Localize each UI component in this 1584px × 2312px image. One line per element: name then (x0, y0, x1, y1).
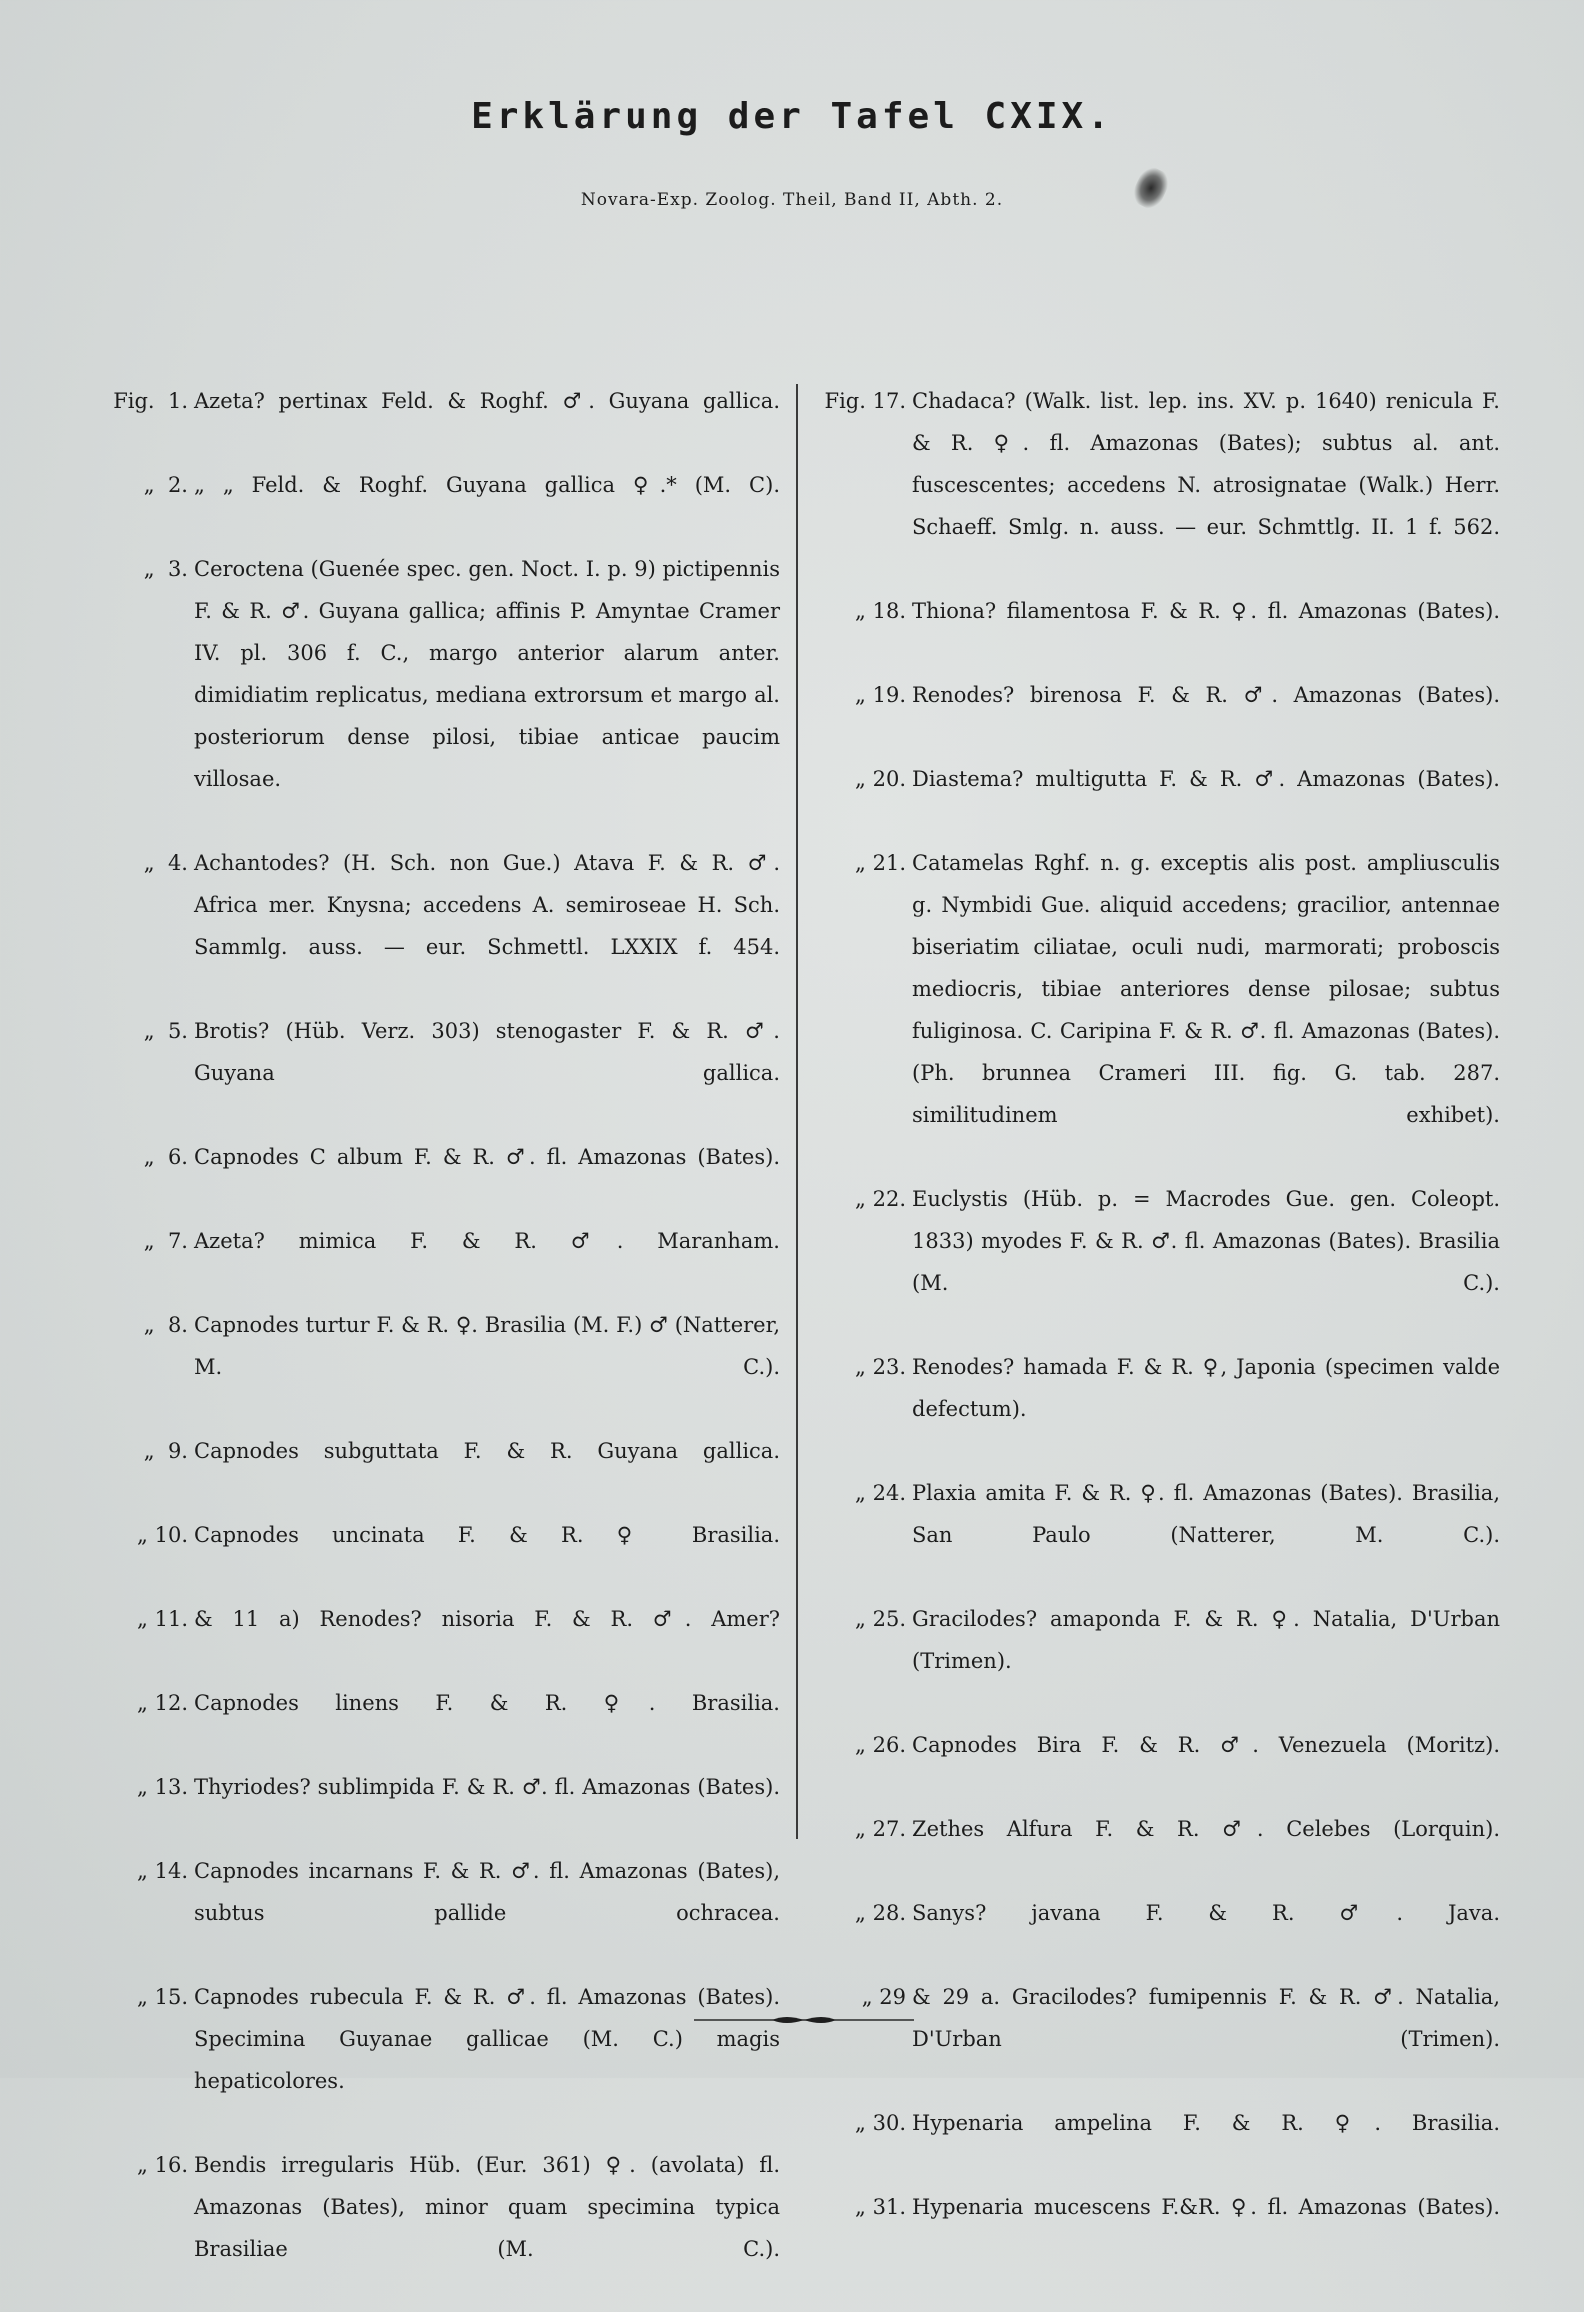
figure-entry (90, 380, 780, 464)
page-subtitle: Novara-Exp. Zoolog. Theil, Band II, Abth. 2. (580, 190, 1004, 210)
figure-entry (810, 2186, 1500, 2270)
figure-entry (90, 1430, 780, 1514)
figure-number: „ 12. (137, 1691, 188, 1715)
figure-number: „ 31. (855, 2195, 906, 2219)
figure-description: Sanys? javana F. & R. ♂. Java. (912, 1901, 1500, 1925)
figure-entry (90, 842, 780, 1010)
figure-entry (810, 758, 1500, 842)
figure-description: Catamelas Rghf. n. g. exceptis alis post. ampliusculis g. Nymbidi Gue. aliquid accedens; gracilior, antennae biseriatim ciliatae, oculi nudi, marmorati; proboscis mediocris, tibiae anteriores dense pilosae; subtus fuliginosa. C. Caripina F. & R. ♂. fl. Amazonas (Bates). (Ph. brunnea Crameri III. fig. G. tab. 287. similitudinem exhibet). (912, 851, 1500, 1127)
figure-description: Diastema? multigutta F. & R. ♂. Amazonas (Bates). (912, 767, 1500, 791)
end-ornament (694, 2013, 914, 2027)
figure-number: „ 9. (143, 1439, 188, 1463)
figure-description: Capnodes Bira F. & R. ♂. Venezuela (Moritz). (912, 1733, 1500, 1757)
figure-entry (90, 1010, 780, 1136)
figure-number: „ 16. (137, 2153, 188, 2177)
figure-description: Capnodes uncinata F. & R. ♀ Brasilia. (194, 1523, 780, 1547)
figure-entry (90, 464, 780, 548)
figure-entry (810, 1976, 1500, 2102)
figure-description: Azeta? mimica F. & R. ♂. Maranham. (194, 1229, 780, 1253)
figure-number: „ 25. (855, 1607, 906, 1631)
figure-entry (90, 1220, 780, 1304)
figure-number: „ 18. (855, 599, 906, 623)
figure-number: „ 13. (137, 1775, 188, 1799)
figure-entry (810, 1346, 1500, 1472)
figure-entry (810, 1598, 1500, 1724)
figure-number: „ 20. (855, 767, 906, 791)
figure-description: Hypenaria ampelina F. & R. ♀. Brasilia. (912, 2111, 1500, 2135)
figure-entry (810, 380, 1500, 590)
figure-description: Ceroctena (Guenée spec. gen. Noct. I. p. 9) pictipennis F. & R. ♂. Guyana gallica; affinis P. Amyntae Cramer IV. pl. 306 f. C., margo anterior alarum anter. dimidiatim replicatus, mediana extrorsum et margo al. posteriorum dense pilosi, tibiae anticae paucim villosae. (194, 557, 780, 791)
figure-entry (90, 1514, 780, 1598)
figure-number: „ 3. (143, 557, 188, 581)
figure-number: „ 26. (855, 1733, 906, 1757)
figure-description: Gracilodes? amaponda F. & R. ♀. Natalia, D'Urban (Trimen). (912, 1607, 1500, 1673)
figure-number: „ 15. (137, 1985, 188, 2009)
figure-description: & 29 a. Gracilodes? fumipennis F. & R. ♂. Natalia, D'Urban (Trimen). (912, 1985, 1500, 2051)
figure-description: Renodes? birenosa F. & R. ♂. Amazonas (Bates). (912, 683, 1500, 707)
figure-entry (90, 2144, 780, 2312)
figure-description: Renodes? hamada F. & R. ♀, Japonia (specimen valde defectum). (912, 1355, 1500, 1421)
figure-description: Euclystis (Hüb. p. = Macrodes Gue. gen. Coleopt. 1833) myodes F. & R. ♂. fl. Amazonas (Bates). Brasilia (M. C.). (912, 1187, 1500, 1295)
figure-entry (90, 1598, 780, 1682)
figure-description: Plaxia amita F. & R. ♀. fl. Amazonas (Bates). Brasilia, San Paulo (Natterer, M. C.). (912, 1481, 1500, 1547)
figure-number: „ 24. (855, 1481, 906, 1505)
figure-description: Capnodes turtur F. & R. ♀. Brasilia (M. F.) ♂ (Natterer, M. C.). (194, 1313, 780, 1379)
figure-number: „ 4. (143, 851, 188, 875)
figure-description: Zethes Alfura F. & R. ♂. Celebes (Lorquin). (912, 1817, 1500, 1841)
figure-number: „ 5. (143, 1019, 188, 1043)
figure-entry (810, 674, 1500, 758)
figure-description: Bendis irregularis Hüb. (Eur. 361) ♀. (avolata) fl. Amazonas (Bates), minor quam specimina typica Brasiliae (M. C.). (194, 2153, 780, 2261)
figure-entry (90, 548, 780, 842)
page-title: Erklärung der Tafel CXIX. (471, 96, 1113, 137)
figure-description: Capnodes rubecula F. & R. ♂. fl. Amazonas (Bates). Specimina Guyanae gallicae (M. C.) magis hepaticolores. (194, 1985, 780, 2093)
figure-entry (90, 1682, 780, 1766)
figure-description: Hypenaria mucescens F.&R. ♀. fl. Amazonas (Bates). (912, 2195, 1500, 2219)
figure-entry (810, 1178, 1500, 1346)
figure-entry (90, 1136, 780, 1220)
figure-entry (90, 1766, 780, 1850)
figure-entry (810, 1808, 1500, 1892)
figure-description: Capnodes subguttata F. & R. Guyana gallica. (194, 1439, 780, 1463)
figure-number: „ 10. (137, 1523, 188, 1547)
figure-number: „ 2. (143, 473, 188, 497)
figure-number: „ 6. (143, 1145, 188, 1169)
figure-number: „ 8. (143, 1313, 188, 1337)
figure-description: Capnodes linens F. & R. ♀. Brasilia. (194, 1691, 780, 1715)
figure-description: Azeta? pertinax Feld. & Roghf. ♂. Guyana gallica. (194, 389, 780, 413)
figure-description: Capnodes incarnans F. & R. ♂. fl. Amazonas (Bates), subtus pallide ochracea. (194, 1859, 780, 1925)
figure-description: „ „ Feld. & Roghf. Guyana gallica ♀.* (M. C). (194, 473, 780, 497)
figure-entry (810, 2102, 1500, 2186)
figure-description: Capnodes C album F. & R. ♂. fl. Amazonas (Bates). (194, 1145, 780, 1169)
figure-number: „ 7. (143, 1229, 188, 1253)
figure-entry (90, 1976, 780, 2144)
figure-number: „ 28. (855, 1901, 906, 1925)
figure-number: „ 23. (855, 1355, 906, 1379)
figure-number: „ 11. (137, 1607, 188, 1631)
figure-number: Fig. 17. (824, 389, 906, 413)
figure-description: Brotis? (Hüb. Verz. 303) stenogaster F. & R. ♂. Guyana gallica. (194, 1019, 780, 1085)
figure-description: & 11 a) Renodes? nisoria F. & R. ♂. Amer? (194, 1607, 780, 1631)
figure-description: Thiona? filamentosa F. & R. ♀. fl. Amazonas (Bates). (912, 599, 1500, 623)
figure-number: „ 30. (855, 2111, 906, 2135)
figure-entry (90, 1304, 780, 1430)
figure-number: „ 29 (861, 1985, 906, 2009)
figure-description: Chadaca? (Walk. list. lep. ins. XV. p. 1640) reniculа F. & R. ♀. fl. Amazonas (Bates); subtus al. ant. fuscescentes; accedens N. atrosignatae (Walk.) Herr. Schaeff. Smlg. n. auss. — eur. Schmttlg. II. 1 f. 562. (912, 389, 1500, 539)
left-column (90, 380, 780, 2312)
figure-number: „ 27. (855, 1817, 906, 1841)
column-divider (796, 384, 798, 1839)
figure-entry (810, 1724, 1500, 1808)
figure-entry (810, 1472, 1500, 1598)
right-column (810, 380, 1500, 2270)
figure-number: „ 14. (137, 1859, 188, 1883)
figure-entry (810, 590, 1500, 674)
figure-entry (810, 842, 1500, 1178)
figure-number: „ 21. (855, 851, 906, 875)
figure-number: „ 19. (855, 683, 906, 707)
figure-description: Achantodes? (H. Sch. non Gue.) Atava F. & R. ♂. Africa mer. Knysna; accedens A. semiroseae H. Sch. Sammlg. auss. — eur. Schmettl. LXXIX f. 454. (194, 851, 780, 959)
figure-entry (90, 1850, 780, 1976)
figure-number: Fig. 1. (113, 389, 188, 413)
figure-entry (810, 1892, 1500, 1976)
figure-description: Thyriodes? sublimpida F. & R. ♂. fl. Amazonas (Bates). (194, 1775, 780, 1799)
figure-number: „ 22. (855, 1187, 906, 1211)
